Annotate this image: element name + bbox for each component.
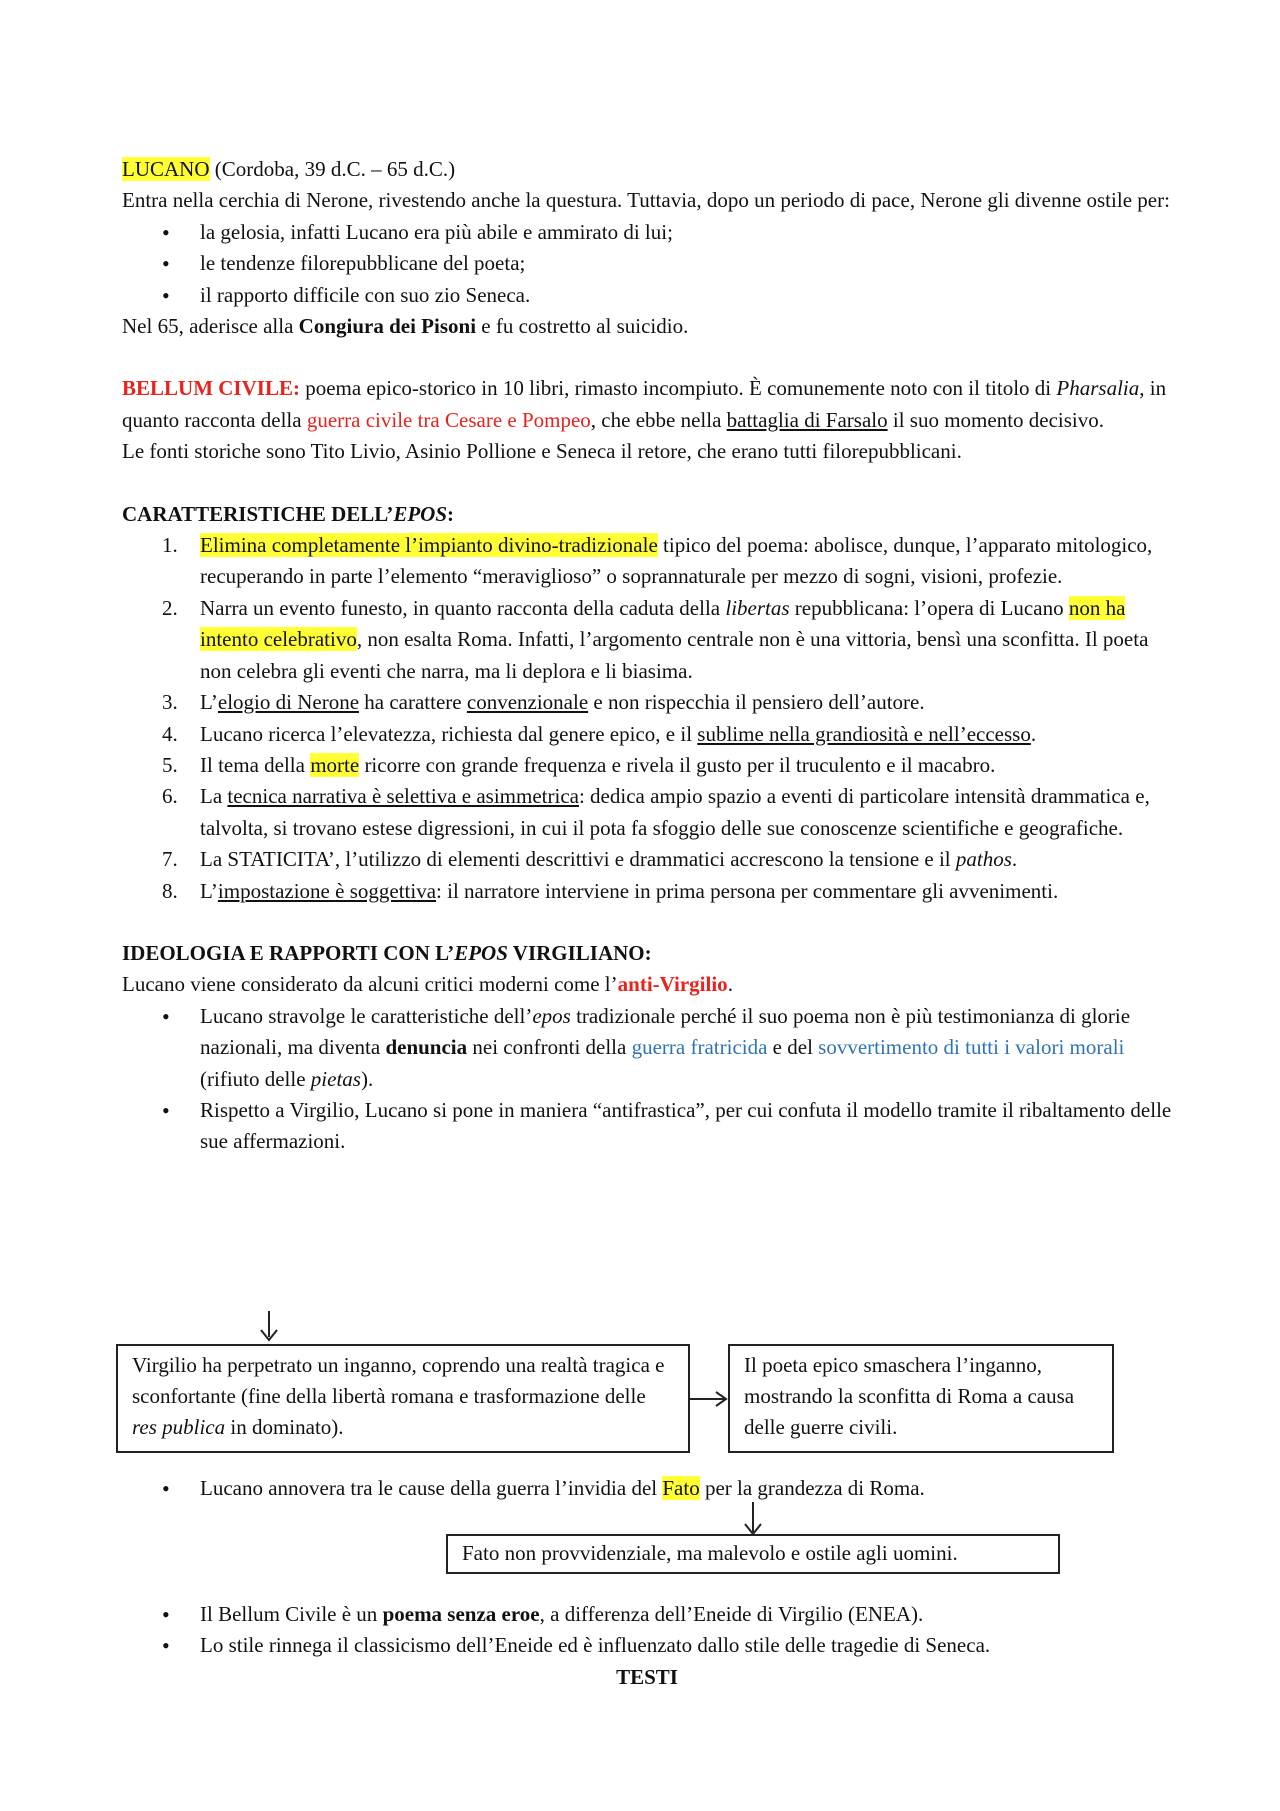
fato-box bbox=[446, 1534, 1060, 1574]
highlight-span: Elimina completamente l’impianto divino-tradizionale bbox=[200, 533, 658, 558]
italic-span: EPOS bbox=[454, 940, 508, 965]
author-dates: (Cordoba, 39 d.C. – 65 d.C.) bbox=[209, 157, 456, 181]
text-span: . bbox=[1030, 721, 1037, 746]
item-number: 8. bbox=[162, 878, 178, 903]
italic-span: pietas bbox=[310, 1066, 361, 1091]
list-item bbox=[122, 844, 1172, 875]
underlined-span: battaglia di Farsalo bbox=[726, 407, 888, 432]
highlight-span: morte bbox=[310, 752, 360, 777]
text-span: , a differenza dell’Eneide di Virgilio (ENEA). bbox=[539, 1602, 924, 1626]
text-span: ). bbox=[360, 1066, 374, 1091]
text-span: tipico del poema: abolisce, dunque, l’apparato mitologico, recuperando in parte l’elemento “meraviglioso” o soprannaturale per mezzo di sogni, visioni, profezie. bbox=[200, 533, 1153, 589]
list-item bbox=[122, 781, 1172, 844]
text-span: e fu costretto al suicidio. bbox=[476, 314, 689, 339]
text-span: : bbox=[447, 501, 455, 526]
bellum-civile-title: BELLUM CIVILE: bbox=[122, 376, 300, 401]
text-span: , che ebbe nella bbox=[590, 407, 727, 432]
red-span: guerra civile tra Cesare e Pompeo bbox=[306, 407, 591, 432]
document-content bbox=[122, 154, 1172, 1158]
final-list bbox=[122, 1599, 1172, 1662]
list-item bbox=[122, 593, 1172, 687]
arrow-head-down-icon bbox=[259, 1328, 279, 1342]
item-number: 5. bbox=[162, 752, 178, 777]
fato-list bbox=[122, 1473, 1172, 1504]
text-span: poema epico-storico in 10 libri, rimasto incompiuto. È comunemente noto con il titolo di bbox=[299, 376, 1057, 401]
text-span: La STATICITA’, l’utilizzo di elementi descrittivi e drammatici accrescono la tensione e il bbox=[200, 847, 956, 872]
text-span: Lucano viene considerato da alcuni critici moderni come l’ bbox=[122, 972, 618, 997]
italic-span: res publica bbox=[132, 1415, 226, 1439]
bold-span: Congiura dei Pisoni bbox=[298, 314, 477, 339]
ideologia-intro bbox=[122, 969, 1172, 1000]
text-span: CARATTERISTICHE DELL’ bbox=[122, 501, 394, 526]
list-item bbox=[122, 1001, 1172, 1095]
text-span: : dedica ampio spazio a eventi di particolare intensità drammatica e, talvolta, si trovano estese digressioni, in cui il pota fa sfoggio delle sue conoscenze scientifiche e geografiche. bbox=[200, 784, 1150, 840]
text-span: Il poeta epico smaschera l’inganno, mostrando la sconfitta di Roma a causa delle guerre civili. bbox=[744, 1353, 1075, 1439]
text-span: repubblicana: l’opera di Lucano bbox=[789, 595, 1069, 620]
list-item: • il rapporto difficile con suo zio Seneca. bbox=[122, 280, 1172, 311]
text-span: Il Bellum Civile è un bbox=[200, 1602, 383, 1626]
item-number: 1. bbox=[162, 533, 178, 558]
bold-span: denuncia bbox=[385, 1035, 468, 1060]
testi-heading: TESTI bbox=[616, 1664, 678, 1689]
item-number: 3. bbox=[162, 690, 178, 715]
list-item bbox=[122, 687, 1172, 718]
item-number: 7. bbox=[162, 847, 178, 872]
text-span: e non rispecchia il pensiero dell’autore. bbox=[588, 690, 925, 715]
text-span: Il tema della bbox=[200, 752, 311, 777]
text-span: ha carattere bbox=[359, 690, 467, 715]
arrow-head-right-icon bbox=[714, 1390, 728, 1408]
text-span: Lucano ricerca l’elevatezza, richiesta dal genere epico, e il bbox=[200, 721, 698, 746]
item-number: 2. bbox=[162, 595, 178, 620]
item-number: 4. bbox=[162, 721, 178, 746]
italic-span: pathos bbox=[955, 847, 1012, 872]
text-span: in dominato). bbox=[225, 1415, 344, 1439]
underlined-span: tecnica narrativa è selettiva e asimmetrica bbox=[227, 784, 579, 809]
text-span: La bbox=[200, 784, 228, 809]
list-item: • le tendenze filorepubblicane del poeta; bbox=[122, 248, 1172, 279]
text-span: . bbox=[1011, 847, 1018, 872]
author-name: LUCANO bbox=[122, 157, 210, 181]
text-span: per la grandezza di Roma. bbox=[699, 1476, 925, 1500]
list-item bbox=[122, 530, 1172, 593]
italic-span: libertas bbox=[725, 595, 790, 620]
underlined-span: elogio di Nerone bbox=[217, 690, 360, 715]
text-span: Virgilio ha perpetrato un inganno, coprendo una realtà tragica e sconfortante (fine della libertà romana e trasformazione delle bbox=[132, 1353, 665, 1408]
text-span: , non esalta Roma. Infatti, l’argomento centrale non è una vittoria, bensì una sconfitta. Il poeta non celebra gli eventi che narra, ma li deplora e li biasima. bbox=[200, 627, 1149, 683]
blue-span: sovvertimento di tutti i valori morali bbox=[818, 1035, 1125, 1060]
list-item bbox=[122, 1599, 1172, 1630]
text-span: IDEOLOGIA E RAPPORTI CON L’ bbox=[122, 940, 455, 965]
text-span: e del bbox=[767, 1035, 819, 1060]
italic-span: Pharsalia bbox=[1056, 376, 1140, 401]
text-span: tradizionale perché il suo poema non è più testimonianza di glorie nazionali, ma diventa bbox=[200, 1003, 1131, 1060]
underlined-span: sublime nella grandiosità e nell’eccesso bbox=[697, 721, 1031, 746]
text-span: nei confronti della bbox=[467, 1035, 632, 1060]
item-number: 6. bbox=[162, 784, 178, 809]
author-bio: Entra nella cerchia di Nerone, rivestendo anche la questura. Tuttavia, dopo un periodo di pace, Nerone gli divenne ostile per: bbox=[122, 188, 1170, 213]
text-span: Narra un evento funesto, in quanto racconta della caduta della bbox=[200, 595, 726, 620]
list-item bbox=[122, 876, 1172, 907]
poeta-epico-box bbox=[728, 1344, 1114, 1453]
list-item: • la gelosia, infatti Lucano era più abile e ammirato di lui; bbox=[122, 217, 1172, 248]
author-heading bbox=[122, 154, 1172, 185]
red-bold-span: anti-Virgilio bbox=[617, 972, 728, 997]
list-item bbox=[122, 719, 1172, 750]
ideologia-heading bbox=[122, 938, 1172, 969]
text-span: . bbox=[727, 972, 733, 997]
list-item bbox=[122, 750, 1172, 781]
highlight-span: non ha intento celebrativo bbox=[200, 595, 1126, 652]
text-span: (rifiuto delle bbox=[200, 1066, 311, 1091]
text-span: Lucano stravolge le caratteristiche dell’ bbox=[200, 1003, 533, 1028]
list-item bbox=[122, 1473, 1172, 1504]
fato-bullet bbox=[122, 1473, 1172, 1504]
text-span: Lucano annovera tra le cause della guerra l’invidia del bbox=[200, 1476, 663, 1500]
list-item: • Rispetto a Virgilio, Lucano si pone in maniera “antifrastica”, per cui confuta il modello tramite il ribaltamento delle sue affermazioni. bbox=[122, 1095, 1172, 1158]
text-span: : il narratore interviene in prima persona per commentare gli avvenimenti. bbox=[436, 878, 1059, 903]
author-death bbox=[122, 311, 1172, 342]
italic-span: EPOS bbox=[393, 501, 448, 526]
text-span: il suo momento decisivo. bbox=[887, 407, 1105, 432]
text-span: Fato non provvidenziale, ma malevolo e ostile agli uomini. bbox=[462, 1541, 958, 1565]
fonti-paragraph: Le fonti storiche sono Tito Livio, Asinio Pollione e Seneca il retore, che erano tutti filorepubblicani. bbox=[122, 439, 962, 464]
bellum-civile-paragraph bbox=[122, 373, 1172, 436]
bold-span: poema senza eroe bbox=[382, 1602, 540, 1626]
list-item: • Lo stile rinnega il classicismo dell’Eneide ed è influenzato dallo stile delle tragedie di Seneca. bbox=[122, 1630, 1172, 1661]
text-span: L’ bbox=[200, 690, 218, 715]
italic-span: epos bbox=[532, 1003, 571, 1028]
text-span: Nel 65, aderisce alla bbox=[122, 314, 299, 339]
final-bullets bbox=[122, 1599, 1172, 1693]
caratteristiche-heading bbox=[122, 499, 1172, 530]
ideologia-list bbox=[122, 1001, 1172, 1158]
underlined-span: convenzionale bbox=[466, 690, 589, 715]
caratteristiche-list bbox=[122, 530, 1172, 907]
text-span: , in quanto racconta della bbox=[122, 376, 1167, 432]
virgilio-box bbox=[116, 1344, 690, 1453]
text-span: ricorre con grande frequenza e rivela il gusto per il truculento e il macabro. bbox=[359, 752, 996, 777]
text-span: L’ bbox=[200, 878, 218, 903]
text-span: VIRGILIANO: bbox=[507, 940, 652, 965]
blue-span: guerra fratricida bbox=[631, 1035, 768, 1060]
highlight-span: Fato bbox=[662, 1476, 700, 1500]
underlined-span: impostazione è soggettiva bbox=[217, 878, 437, 903]
reasons-list bbox=[122, 217, 1172, 311]
